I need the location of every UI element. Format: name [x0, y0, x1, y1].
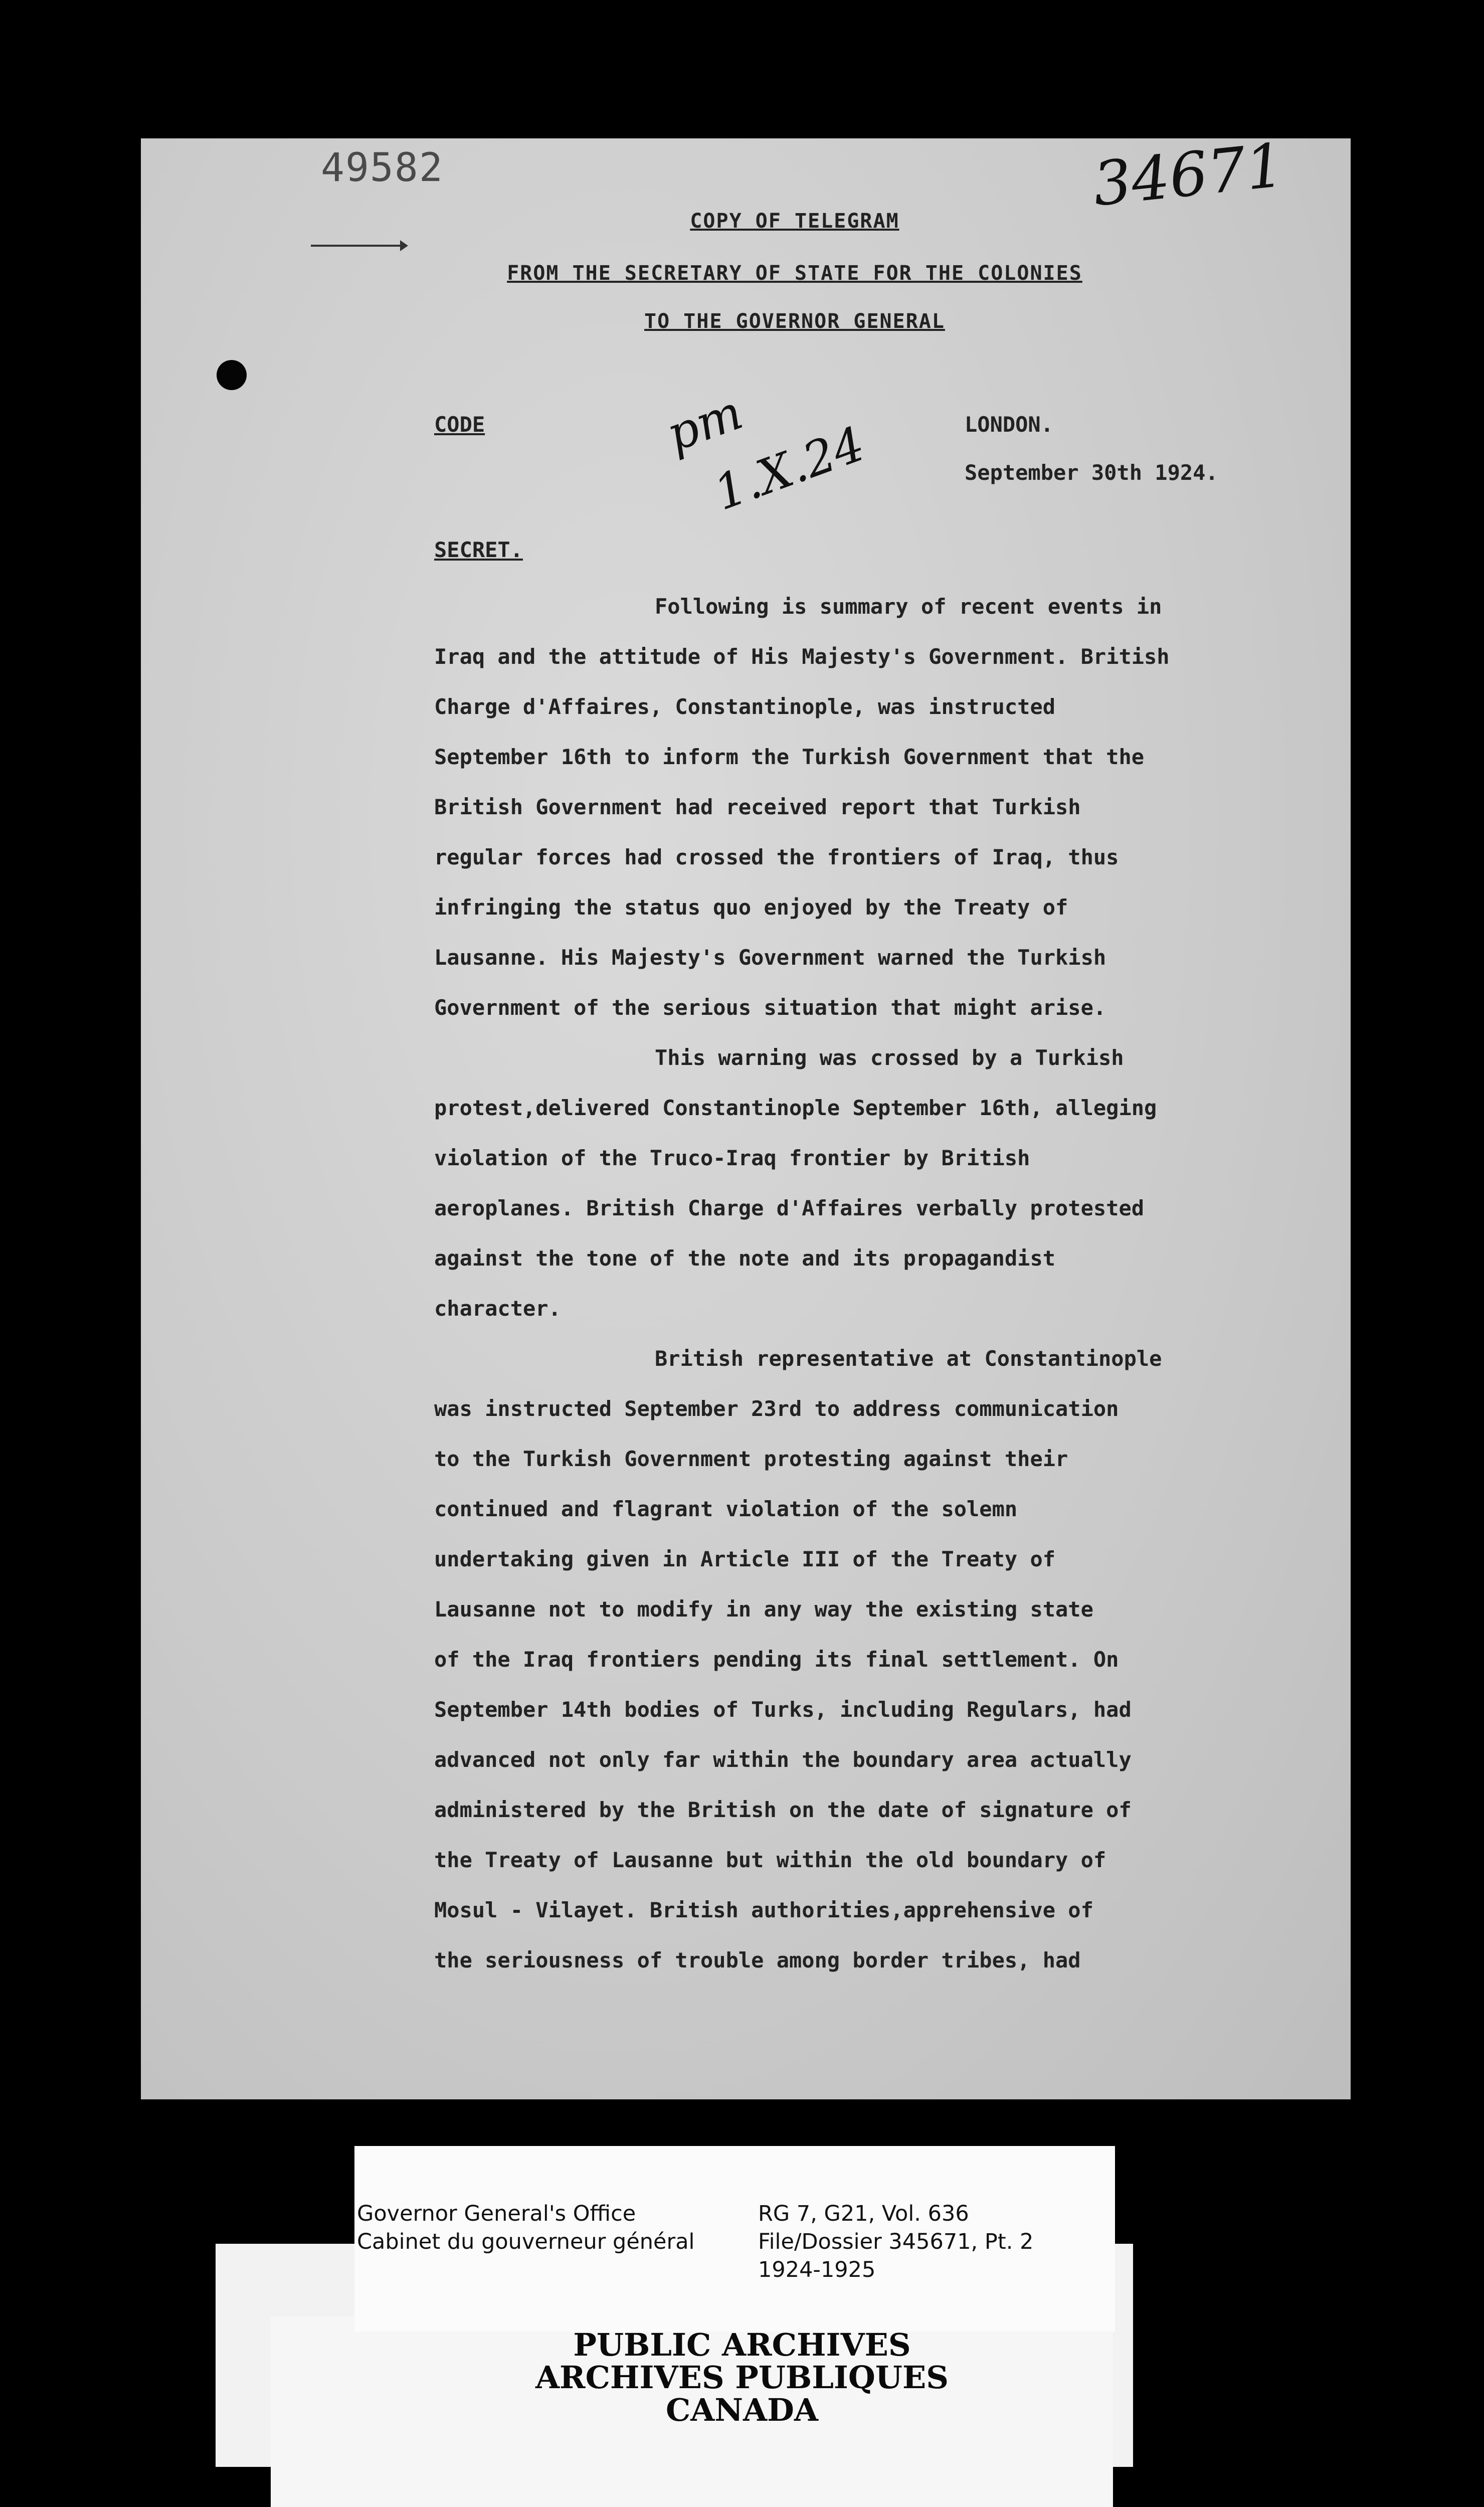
- body-line: Charge d'Affaires, Constantinople, was instructed: [434, 694, 1056, 719]
- code-label: CODE: [434, 412, 485, 437]
- body-line: the Treaty of Lausanne but within the old boundary of: [434, 1848, 1106, 1872]
- date-range-ref: 1924-1925: [758, 2257, 876, 2282]
- body-line: Lausanne not to modify in any way the existing state: [434, 1597, 1093, 1622]
- body-line: Government of the serious situation that might arise.: [434, 995, 1106, 1020]
- archives-stamp-en: PUBLIC ARCHIVES: [573, 2326, 911, 2363]
- place-of-origin: LONDON.: [965, 412, 1054, 437]
- classification-label: SECRET.: [434, 538, 523, 562]
- body-line: advanced not only far within the boundary area actually: [434, 1747, 1132, 1772]
- body-line: British representative at Constantinople: [655, 1346, 1162, 1371]
- archives-stamp-country: CANADA: [665, 2392, 819, 2428]
- body-line: against the tone of the note and its propagandist: [434, 1246, 1056, 1271]
- body-line: British Government had received report that Turkish: [434, 795, 1081, 819]
- handwritten-date: 1.X.24: [707, 416, 872, 521]
- handwritten-initials: pm: [659, 385, 750, 463]
- body-line: regular forces had crossed the frontiers of Iraq, thus: [434, 845, 1119, 869]
- archives-stamp-fr: ARCHIVES PUBLIQUES: [535, 2359, 949, 2396]
- body-line: character.: [434, 1296, 561, 1321]
- body-line: protest,delivered Constantinople September 16th, alleging: [434, 1096, 1157, 1120]
- sender-heading: FROM THE SECRETARY OF STATE FOR THE COLONIES: [507, 262, 1082, 285]
- body-line: This warning was crossed by a Turkish: [655, 1045, 1124, 1070]
- file-dossier-ref: File/Dossier 345671, Pt. 2: [758, 2229, 1034, 2254]
- body-line: violation of the Truco-Iraq frontier by British: [434, 1146, 1030, 1170]
- body-line: Mosul - Vilayet. British authorities,apprehensive of: [434, 1898, 1093, 1922]
- body-line: aeroplanes. British Charge d'Affaires verbally protested: [434, 1196, 1145, 1220]
- record-group-ref: RG 7, G21, Vol. 636: [758, 2201, 969, 2226]
- body-line: Lausanne. His Majesty's Government warned the Turkish: [434, 945, 1106, 970]
- office-name-fr: Cabinet du gouverneur général: [357, 2229, 695, 2254]
- body-line: to the Turkish Government protesting against their: [434, 1447, 1068, 1471]
- telegram-body: [434, 582, 1337, 1986]
- handwritten-file-number: 34671: [1089, 130, 1287, 220]
- pencil-arrow-mark: [311, 245, 401, 247]
- body-line: Following is summary of recent events in: [655, 594, 1162, 619]
- body-line: of the Iraq frontiers pending its final settlement. On: [434, 1647, 1119, 1672]
- body-line: infringing the status quo enjoyed by the Treaty of: [434, 895, 1068, 920]
- body-line: September 16th to inform the Turkish Government that the: [434, 745, 1145, 769]
- body-line: Iraq and the attitude of His Majesty's Government. British: [434, 644, 1170, 669]
- telegram-heading: COPY OF TELEGRAM: [690, 210, 899, 233]
- office-name-en: Governor General's Office: [357, 2201, 636, 2226]
- body-line: undertaking given in Article III of the Treaty of: [434, 1547, 1056, 1571]
- punch-hole: [217, 360, 247, 390]
- body-line: continued and flagrant violation of the solemn: [434, 1497, 1018, 1521]
- body-line: September 14th bodies of Turks, including Regulars, had: [434, 1697, 1132, 1722]
- recipient-heading: TO THE GOVERNOR GENERAL: [644, 310, 945, 333]
- body-line: administered by the British on the date of signature of: [434, 1798, 1132, 1822]
- telegram-date: September 30th 1924.: [965, 460, 1218, 485]
- body-line: was instructed September 23rd to address communication: [434, 1396, 1119, 1421]
- stamp-number: 49582: [321, 145, 444, 191]
- body-line: the seriousness of trouble among border tribes, had: [434, 1948, 1081, 1973]
